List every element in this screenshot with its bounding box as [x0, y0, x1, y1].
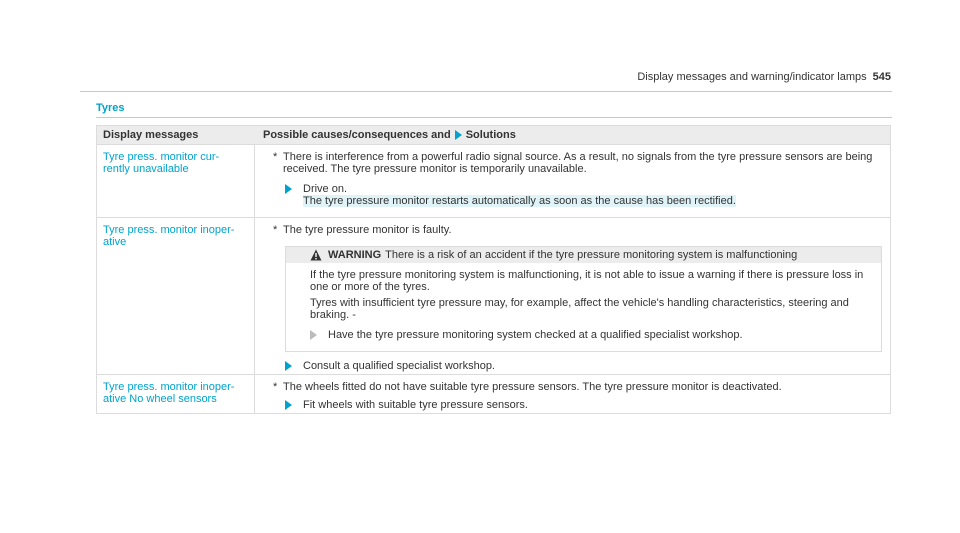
- running-header: [614, 71, 891, 83]
- solution-step: Fit wheels with suitable tyre pressure sensors.: [273, 399, 882, 413]
- table-row: [97, 217, 890, 374]
- table-row: [97, 374, 890, 413]
- arrow-icon: [285, 360, 303, 374]
- bullet-star: *: [273, 381, 278, 393]
- solution-arrow-icon: [455, 130, 462, 140]
- section-title: Tyres: [96, 102, 125, 114]
- step-note: The tyre pressure monitor restarts automatically as soon as the cause has been rectified.: [303, 195, 736, 207]
- arrow-icon: [310, 329, 328, 343]
- header-rule: [80, 91, 892, 92]
- warning-label: WARNING: [328, 249, 382, 261]
- arrow-icon: [285, 399, 303, 413]
- warning-box: [285, 246, 882, 352]
- solution-step: Drive on. The tyre pressure monitor restarts automatically as soon as the cause has been rectified.: [273, 183, 882, 207]
- message-cell: Tyre press. monitor cur- rently unavailable: [97, 145, 255, 217]
- table-header: [97, 126, 890, 144]
- warning-step: Have the tyre pressure monitoring system checked at a qualified specialist workshop.: [310, 329, 871, 343]
- message-cell: Tyre press. monitor inoper- ative No wheel sensors: [97, 375, 255, 413]
- bullet-star: *: [273, 224, 278, 236]
- page-number: 545: [872, 71, 891, 83]
- cause-cell: * There is interference from a powerful radio signal source. As a result, no signals from the tyre pressure sensors are being received. The tyre pressure monitor is temporarily unavailable. Drive on. The tyre pressure monitor restarts automatically as soon as the cause has been rectified.: [255, 145, 890, 217]
- messages-table: [96, 125, 891, 414]
- warning-title: There is a risk of an accident if the tyre pressure monitoring system is malfunctioning: [385, 249, 798, 261]
- arrow-icon: [285, 183, 303, 207]
- warning-triangle-icon: [310, 249, 322, 261]
- cause-cell: * The wheels fitted do not have suitable tyre pressure sensors. The tyre pressure monitor is deactivated. Fit wheels with suitable tyre pressure sensors.: [255, 375, 890, 413]
- col-causes-solutions: Possible causes/consequences and Solutions: [263, 129, 516, 141]
- message-cell: Tyre press. monitor inoper- ative: [97, 218, 255, 374]
- header-title: Display messages and warning/indicator lamps: [637, 71, 867, 83]
- cause-cell: * The tyre pressure monitor is faulty. WARNING There is a risk of an accident if the tyre pressure monitoring system is malfunctioning If the tyre pressure monitoring system is malfunctioning, it is not able to issue a warning if there is pressure loss in one or more of the tyres. Tyres with insufficient tyre pressure may, for example, affect the vehicle's handling characteristics, steering and braking. - Have the tyre pressure monitoring system checked at a qualified specialist workshop. Consult a qualified specialist workshop.: [255, 218, 890, 374]
- table-row: [97, 144, 890, 217]
- solution-step: Consult a qualified specialist workshop.: [273, 360, 882, 374]
- warning-header: [286, 247, 881, 263]
- section-rule: [96, 117, 892, 118]
- col-display-messages: Display messages: [103, 129, 199, 141]
- warning-body: If the tyre pressure monitoring system is malfunctioning, it is not able to issue a warning if there is pressure loss in one or more of the tyres. Tyres with insufficient tyre pressure may, for example, affect the vehicle's handling characteristics, steering and braking. - Have the tyre pressure monitoring system checked at a qualified specialist workshop.: [286, 263, 881, 351]
- bullet-star: *: [273, 151, 278, 163]
